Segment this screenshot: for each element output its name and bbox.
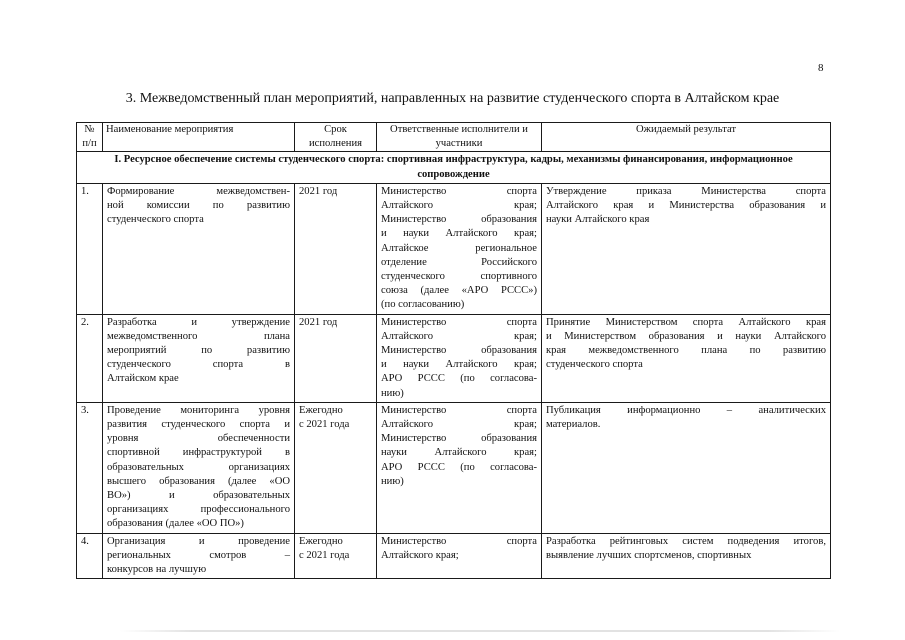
cell-text-line: Формирование межведомствен- (107, 185, 290, 197)
cell-num: 1. (77, 183, 103, 314)
cell-num: 2. (77, 314, 103, 402)
cell-text-line: Министерство спорта (381, 316, 537, 328)
cell-responsible (377, 533, 542, 579)
header-responsible: Ответственные исполнители и участники (377, 123, 542, 152)
cell-text-line: Алтайское региональное (381, 242, 537, 254)
cell-text-line: Проведение мониторинга уровня (107, 404, 290, 416)
page-number: 8 (818, 62, 824, 74)
cell-text-line: и Министерством образования и науки Алтайского (546, 330, 826, 342)
cell-text-line: Министерство спорта (381, 185, 537, 197)
table-row (77, 183, 831, 314)
cell-responsible (377, 183, 542, 314)
cell-text-line: Ежегодно (299, 535, 343, 547)
cell-text-line: региональных смотров – (107, 549, 290, 561)
cell-text-line: студенческого спортивного (381, 271, 537, 283)
cell-result (542, 183, 831, 314)
cell-term (295, 533, 377, 579)
cell-text-line: высшего образования (далее «ОО (107, 475, 290, 487)
header-term: Срок исполнения (295, 123, 377, 152)
table-row (77, 314, 831, 402)
cell-text-line: Ежегодно (299, 404, 343, 416)
cell-text-line: (по согласованию) (381, 299, 465, 311)
cell-text-line: развития студенческого спорта и (107, 419, 290, 431)
cell-text-line: ВО») и образовательных (107, 490, 290, 502)
cell-term (295, 314, 377, 402)
cell-text-line: нию) (381, 387, 404, 399)
cell-text-line: выявление лучших спортсменов, спортивных (546, 549, 752, 561)
cell-text-line: союза (далее «АРО РССС») (381, 285, 537, 297)
cell-text-line: ной комиссии по развитию (107, 200, 290, 212)
table-row (77, 533, 831, 579)
cell-text-line: образования (далее «ОО ПО») (107, 518, 244, 530)
cell-text-line: АРО РССС (по согласова- (381, 373, 537, 385)
table-row (77, 402, 831, 533)
cell-text-line: Утверждение приказа Министерства спорта (546, 185, 826, 197)
cell-text-line: Министерство спорта (381, 404, 537, 416)
cell-text-line: с 2021 года (299, 549, 350, 561)
cell-text-line: Алтайского края; (381, 330, 537, 342)
cell-text-line: науки Алтайского края (546, 214, 650, 226)
cell-text-line: Министерство образования (381, 345, 537, 357)
cell-num: 4. (77, 533, 103, 579)
cell-text-line: мероприятий по развитию (107, 345, 290, 357)
cell-text-line: Разработка рейтинговых систем подведения итогов, (546, 535, 826, 547)
cell-responsible (377, 402, 542, 533)
cell-text-line: Алтайского края; (381, 419, 537, 431)
cell-text-line: спортивной инфраструктурой в (107, 447, 290, 459)
cell-text-line: и науки Алтайского края; (381, 228, 537, 240)
cell-text-line: студенческого спорта (546, 359, 643, 371)
header-name: Наименование мероприятия (103, 123, 295, 152)
events-plan-table (76, 122, 831, 579)
cell-text-line: края межведомственного плана по развитию (546, 345, 826, 357)
cell-event-name (103, 402, 295, 533)
cell-text-line: Алтайском крае (107, 373, 179, 385)
cell-result (542, 533, 831, 579)
cell-text-line: АРО РССС (по согласова- (381, 461, 537, 473)
scan-edge (120, 630, 840, 632)
cell-text-line: с 2021 года (299, 419, 350, 431)
table-header-row (77, 123, 831, 152)
cell-text-line: студенческого спорта (107, 214, 204, 226)
cell-text-line: Алтайского края; (381, 200, 537, 212)
cell-text-line: нию) (381, 475, 404, 487)
cell-text-line: 2021 год (299, 185, 338, 197)
cell-text-line: и науки Алтайского края; (381, 359, 537, 371)
cell-text-line: уровня обеспеченности (107, 433, 290, 445)
cell-text-line: Организация и проведение (107, 535, 290, 547)
cell-text-line: Министерство образования (381, 433, 537, 445)
cell-text-line: Министерство образования (381, 214, 537, 226)
cell-term (295, 183, 377, 314)
cell-responsible (377, 314, 542, 402)
cell-text-line: образовательных организациях (107, 461, 290, 473)
section-row (77, 152, 831, 183)
cell-text-line: Алтайского края; (381, 549, 459, 561)
cell-text-line: 2021 год (299, 316, 338, 328)
cell-result (542, 402, 831, 533)
cell-event-name (103, 533, 295, 579)
cell-text-line: Алтайского края и Министерства образования и (546, 200, 826, 212)
cell-text-line: Министерство спорта (381, 535, 537, 547)
document-title: 3. Межведомственный план мероприятий, направленных на развитие студенческого спорта в Алтайском крае (125, 91, 780, 106)
cell-term (295, 402, 377, 533)
header-num: № п/п (77, 123, 103, 152)
cell-text-line: науки Алтайского края; (381, 447, 537, 459)
cell-num: 3. (77, 402, 103, 533)
header-result: Ожидаемый результат (542, 123, 831, 152)
cell-text-line: Публикация информационно – аналитических (546, 404, 826, 416)
cell-text-line: материалов. (546, 419, 601, 431)
cell-text-line: конкурсов на лучшую (107, 564, 207, 576)
cell-text-line: Принятие Министерством спорта Алтайского края (546, 316, 826, 328)
cell-text-line: отделение Российского (381, 256, 537, 268)
cell-text-line: межведомственного плана (107, 330, 290, 342)
section-title: I. Ресурсное обеспечение системы студенческого спорта: спортивная инфраструктура, кадры, механизмы финансирования, информационное сопровождение (77, 152, 831, 183)
cell-text-line: организациях профессионального (107, 504, 290, 516)
cell-text-line: студенческого спорта в (107, 359, 290, 371)
cell-text-line: Разработка и утверждение (107, 316, 290, 328)
cell-result (542, 314, 831, 402)
cell-event-name (103, 183, 295, 314)
cell-event-name (103, 314, 295, 402)
